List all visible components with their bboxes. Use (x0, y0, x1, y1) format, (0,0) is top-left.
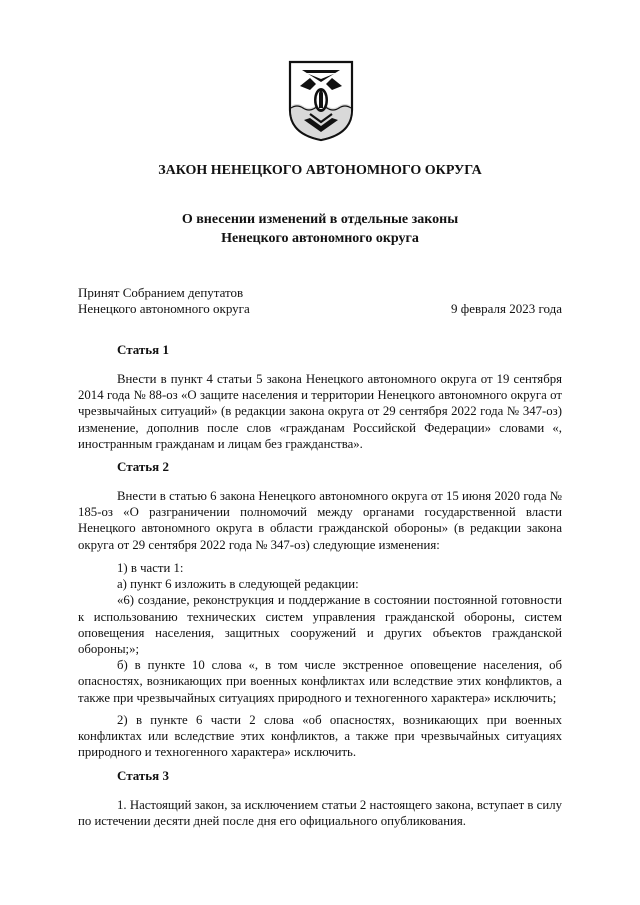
article-1-text: Внести в пункт 4 статьи 5 закона Ненецкого автономного округа от 19 сентября 2014 года № 88-оз «О защите населения и территории Ненецкого автономного округа от чрезвычайных ситуаций» (в редакции закона округа от 29 сентября 2022 года № 347-оз) изменение, дополнив после слов «гражданам Российской Федерации» словами «, иностранным гражданам и лицам без гражданства». (78, 372, 562, 451)
article-2-intro-block (78, 488, 562, 553)
adoption-line1: Принят Собранием депутатов (78, 285, 244, 300)
article-2-part-1 (78, 560, 562, 706)
coat-of-arms-icon (288, 60, 354, 142)
law-subtitle-line1: О внесении изменений в отдельные законы (181, 212, 459, 227)
article-1-body (78, 371, 562, 452)
adoption-line2: Ненецкого автономного округа (78, 301, 250, 316)
law-title: ЗАКОН НЕНЕЦКОГО АВТОНОМНОГО ОКРУГА (158, 163, 482, 178)
article-2-part-2 (78, 712, 562, 761)
article-2-intro: Внести в статью 6 закона Ненецкого автономного округа от 15 июня 2020 года № 185-оз «О разграничении полномочий между органами государственной власти Ненецкого автономного округа в области гражданской обороны» (в редакции закона округа от 29 сентября 2022 года № 347-оз) следующие изменения: (78, 489, 562, 552)
article-1-heading: Статья 1 (117, 342, 169, 357)
adoption-date: 9 февраля 2023 года (451, 301, 562, 316)
law-subtitle-line2: Ненецкого автономного округа (221, 231, 419, 246)
adoption-block (78, 285, 562, 317)
article-2-paragraph: 2) в пункте 6 части 2 слова «об опасностях, возникающих при военных конфликтах или вследствие этих конфликтов, а также при чрезвычайных ситуациях природного и техногенного характера» исключить. (78, 713, 562, 760)
article-3-heading: Статья 3 (117, 768, 169, 783)
article-3-text: 1. Настоящий закон, за исключением статьи 2 настоящего закона, вступает в силу по истечении десяти дней после дня его официального опубликования. (78, 798, 562, 829)
article-2-paragraph: 1) в части 1: (117, 561, 184, 575)
article-2-paragraph: а) пункт 6 изложить в следующей редакции: (117, 577, 359, 592)
law-subtitle (0, 210, 640, 248)
article-3-body (78, 797, 562, 829)
article-2-paragraph: б) в пункте 10 слова «, в том числе экстренное оповещение населения, об опасностях, возникающих при военных конфликтах или вследствие этих конфликтов, а также при чрезвычайных ситуациях природного и техногенного характера» исключить; (78, 658, 562, 705)
article-2-paragraph: «6) создание, реконструкция и поддержание в состоянии постоянной готовности к использованию технических систем управления гражданской обороны, систем оповещения населения, защитных сооружений и других объектов гражданской обороны;»; (78, 593, 562, 657)
article-2-heading: Статья 2 (117, 459, 169, 474)
